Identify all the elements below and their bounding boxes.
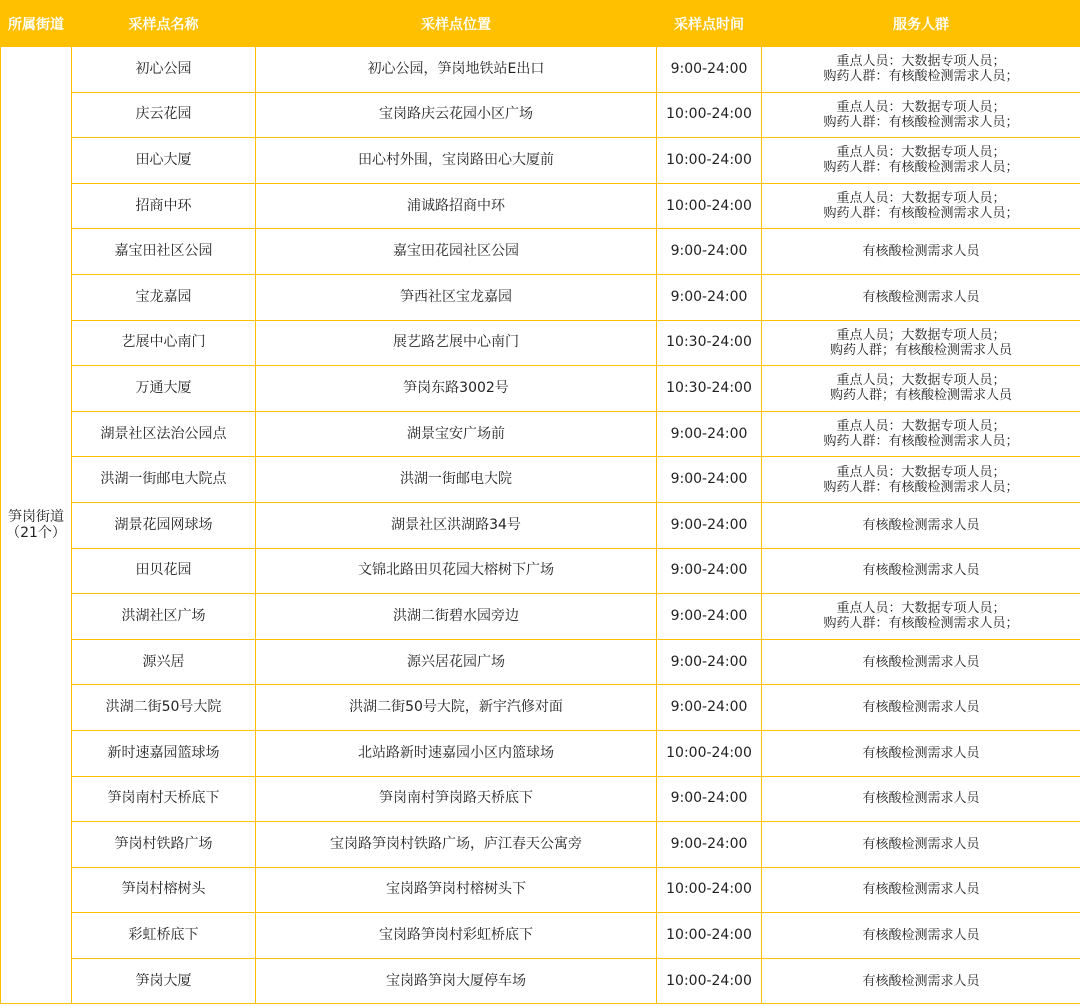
column-header-district: 所属街道 <box>1 1 72 47</box>
site-location-cell: 宝岗路笋岗村彩虹桥底下 <box>256 913 657 959</box>
service-line: 购药人群：有核酸检测需求人员； <box>823 434 1019 450</box>
table-row <box>1 457 1080 503</box>
service-line: 重点人员：大数据专项人员； <box>836 419 1006 435</box>
service-group-cell <box>762 457 1080 503</box>
service-line: 有核酸检测需求人员 <box>862 928 980 944</box>
service-group-cell <box>762 594 1080 640</box>
site-name-cell: 万通大厦 <box>72 366 256 412</box>
table-body <box>1 47 1080 1004</box>
service-line: 购药人群；有核酸检测需求人员 <box>829 342 1012 358</box>
service-group-cell <box>762 411 1080 457</box>
district-cell <box>1 47 72 1004</box>
table-row <box>1 822 1080 868</box>
site-location-cell: 笋岗南村笋岗路天桥底下 <box>256 776 657 822</box>
site-name-cell: 新时速嘉园篮球场 <box>72 730 256 776</box>
service-line: 重点人员：大数据专项人员； <box>836 601 1006 617</box>
site-name-cell: 笋岗大厦 <box>72 958 256 1004</box>
table-row <box>1 274 1080 320</box>
site-name-cell: 庆云花园 <box>72 92 256 138</box>
site-time-cell: 9:00-24:00 <box>657 639 762 685</box>
service-group-cell <box>762 776 1080 822</box>
district-site-count: （21个） <box>6 525 66 542</box>
service-group-cell <box>762 47 1080 93</box>
site-name-cell: 嘉宝田社区公园 <box>72 229 256 275</box>
site-name-cell: 笋岗南村天桥底下 <box>72 776 256 822</box>
site-name-cell: 初心公园 <box>72 47 256 93</box>
service-group-cell <box>762 138 1080 184</box>
site-location-cell: 北站路新时速嘉园小区内篮球场 <box>256 730 657 776</box>
site-time-cell: 9:00-24:00 <box>657 548 762 594</box>
site-time-cell: 9:00-24:00 <box>657 594 762 640</box>
service-line: 有核酸检测需求人员 <box>862 517 980 533</box>
site-time-cell: 9:00-24:00 <box>657 411 762 457</box>
site-time-cell: 10:00-24:00 <box>657 138 762 184</box>
service-group-cell <box>762 822 1080 868</box>
service-group-cell <box>762 320 1080 366</box>
table-row <box>1 639 1080 685</box>
site-time-cell: 9:00-24:00 <box>657 776 762 822</box>
service-group-cell <box>762 548 1080 594</box>
service-line: 有核酸检测需求人员 <box>862 563 980 579</box>
service-group-cell <box>762 183 1080 229</box>
site-location-cell: 初心公园，笋岗地铁站E出口 <box>256 47 657 93</box>
service-line: 购药人群：有核酸检测需求人员； <box>823 616 1019 632</box>
service-line: 有核酸检测需求人员 <box>862 244 980 260</box>
service-line: 购药人群：有核酸检测需求人员； <box>823 479 1019 495</box>
table-row <box>1 229 1080 275</box>
service-group-cell <box>762 502 1080 548</box>
site-location-cell: 文锦北路田贝花园大榕树下广场 <box>256 548 657 594</box>
table-row <box>1 776 1080 822</box>
site-time-cell: 10:00-24:00 <box>657 958 762 1004</box>
service-line: 重点人员：大数据专项人员； <box>836 145 1006 161</box>
site-location-cell: 田心村外围，宝岗路田心大厦前 <box>256 138 657 184</box>
table-row <box>1 730 1080 776</box>
site-location-cell: 源兴居花园广场 <box>256 639 657 685</box>
column-header-time: 采样点时间 <box>657 1 762 47</box>
service-line: 有核酸检测需求人员 <box>862 973 980 989</box>
site-location-cell: 洪湖一街邮电大院 <box>256 457 657 503</box>
table-row <box>1 594 1080 640</box>
table-row <box>1 913 1080 959</box>
service-group-cell <box>762 958 1080 1004</box>
site-location-cell: 展艺路艺展中心南门 <box>256 320 657 366</box>
column-header-location: 采样点位置 <box>256 1 657 47</box>
service-line: 有核酸检测需求人员 <box>862 882 980 898</box>
table-row <box>1 47 1080 93</box>
table-row <box>1 138 1080 184</box>
site-location-cell: 宝岗路笋岗大厦停车场 <box>256 958 657 1004</box>
site-location-cell: 嘉宝田花园社区公园 <box>256 229 657 275</box>
site-location-cell: 笋岗东路3002号 <box>256 366 657 412</box>
table-row <box>1 502 1080 548</box>
site-name-cell: 湖景社区法治公园点 <box>72 411 256 457</box>
site-name-cell: 湖景花园网球场 <box>72 502 256 548</box>
table-row <box>1 366 1080 412</box>
service-line: 购药人群：有核酸检测需求人员； <box>823 160 1019 176</box>
table-row <box>1 183 1080 229</box>
service-line: 有核酸检测需求人员 <box>862 745 980 761</box>
site-location-cell: 笋西社区宝龙嘉园 <box>256 274 657 320</box>
site-location-cell: 洪湖二街50号大院，新宇汽修对面 <box>256 685 657 731</box>
service-line: 有核酸检测需求人员 <box>862 700 980 716</box>
site-time-cell: 10:00-24:00 <box>657 867 762 913</box>
site-time-cell: 10:30-24:00 <box>657 366 762 412</box>
service-line: 重点人员；大数据专项人员； <box>836 373 1006 389</box>
site-location-cell: 宝岗路庆云花园小区广场 <box>256 92 657 138</box>
site-time-cell: 9:00-24:00 <box>657 229 762 275</box>
site-name-cell: 田贝花园 <box>72 548 256 594</box>
site-name-cell: 笋岗村铁路广场 <box>72 822 256 868</box>
service-line: 重点人员：大数据专项人员； <box>836 54 1006 70</box>
header-row <box>1 1 1080 47</box>
table-row <box>1 411 1080 457</box>
service-line: 购药人群：有核酸检测需求人员； <box>823 206 1019 222</box>
district-name: 笋岗街道 <box>8 509 64 526</box>
site-name-cell: 彩虹桥底下 <box>72 913 256 959</box>
service-group-cell <box>762 92 1080 138</box>
service-group-cell <box>762 685 1080 731</box>
site-time-cell: 9:00-24:00 <box>657 457 762 503</box>
site-location-cell: 湖景社区洪湖路34号 <box>256 502 657 548</box>
service-group-cell <box>762 913 1080 959</box>
service-group-cell <box>762 867 1080 913</box>
service-group-cell <box>762 229 1080 275</box>
service-line: 重点人员；大数据专项人员； <box>836 327 1006 343</box>
site-name-cell: 田心大厦 <box>72 138 256 184</box>
service-line: 有核酸检测需求人员 <box>862 654 980 670</box>
table-row <box>1 548 1080 594</box>
site-time-cell: 10:00-24:00 <box>657 183 762 229</box>
site-name-cell: 源兴居 <box>72 639 256 685</box>
site-name-cell: 洪湖一街邮电大院点 <box>72 457 256 503</box>
site-location-cell: 宝岗路笋岗村榕树头下 <box>256 867 657 913</box>
site-name-cell: 洪湖二街50号大院 <box>72 685 256 731</box>
table-row <box>1 867 1080 913</box>
service-group-cell <box>762 366 1080 412</box>
site-time-cell: 9:00-24:00 <box>657 274 762 320</box>
service-line: 购药人群；有核酸检测需求人员 <box>829 388 1012 404</box>
site-name-cell: 招商中环 <box>72 183 256 229</box>
site-time-cell: 9:00-24:00 <box>657 47 762 93</box>
site-location-cell: 浦诚路招商中环 <box>256 183 657 229</box>
site-name-cell: 宝龙嘉园 <box>72 274 256 320</box>
service-line: 有核酸检测需求人员 <box>862 791 980 807</box>
service-line: 购药人群：有核酸检测需求人员； <box>823 114 1019 130</box>
service-line: 有核酸检测需求人员 <box>862 836 980 852</box>
service-group-cell <box>762 730 1080 776</box>
site-name-cell: 洪湖社区广场 <box>72 594 256 640</box>
column-header-service: 服务人群 <box>762 1 1080 47</box>
service-line: 重点人员：大数据专项人员； <box>836 191 1006 207</box>
site-location-cell: 湖景宝安广场前 <box>256 411 657 457</box>
table-row <box>1 320 1080 366</box>
service-line: 有核酸检测需求人员 <box>862 289 980 305</box>
service-group-cell <box>762 274 1080 320</box>
service-line: 重点人员：大数据专项人员； <box>836 99 1006 115</box>
site-time-cell: 9:00-24:00 <box>657 822 762 868</box>
column-header-site-name: 采样点名称 <box>72 1 256 47</box>
site-time-cell: 9:00-24:00 <box>657 502 762 548</box>
table-row <box>1 685 1080 731</box>
site-location-cell: 宝岗路笋岗村铁路广场，庐江春天公寓旁 <box>256 822 657 868</box>
table-row <box>1 958 1080 1004</box>
service-line: 购药人群：有核酸检测需求人员； <box>823 69 1019 85</box>
site-time-cell: 10:30-24:00 <box>657 320 762 366</box>
site-name-cell: 艺展中心南门 <box>72 320 256 366</box>
site-name-cell: 笋岗村榕树头 <box>72 867 256 913</box>
site-time-cell: 10:00-24:00 <box>657 730 762 776</box>
site-location-cell: 洪湖二街碧水园旁边 <box>256 594 657 640</box>
table-row <box>1 92 1080 138</box>
service-line: 重点人员：大数据专项人员； <box>836 464 1006 480</box>
site-time-cell: 9:00-24:00 <box>657 685 762 731</box>
site-time-cell: 10:00-24:00 <box>657 92 762 138</box>
site-time-cell: 10:00-24:00 <box>657 913 762 959</box>
service-group-cell <box>762 639 1080 685</box>
